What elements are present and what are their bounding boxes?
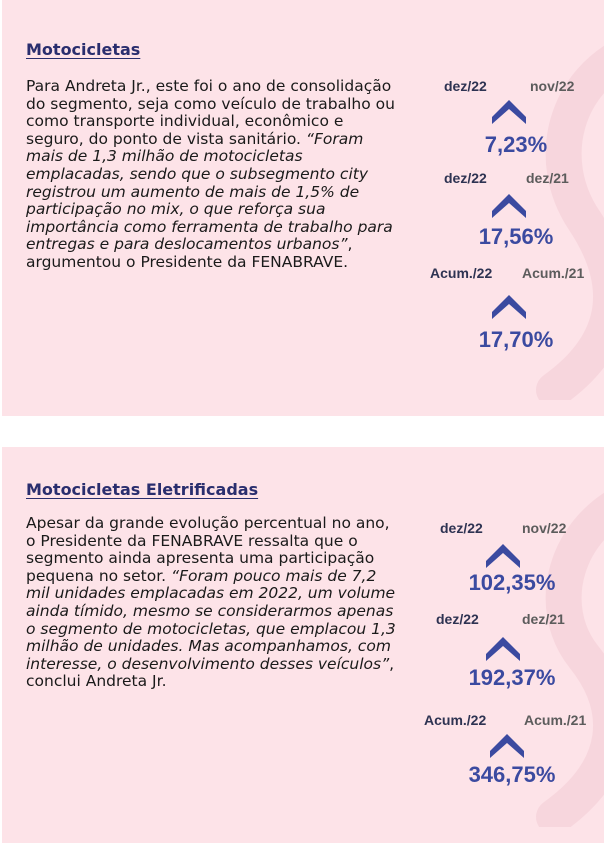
stat-accumulated xyxy=(422,712,602,802)
paragraph-quote: “Foram pouco mais de 7,2 mil unidades emplacadas em 2022, um volume ainda tímido, mesmo se considerarmos apenas o segmento de motocicletas, que emplacou 1,3 milhão de unidades. Mas acompanhamos, com interesse, o desenvolvimento desses veículos” xyxy=(26,566,396,673)
stat-percent: 102,35% xyxy=(468,570,556,595)
stat-left-label: dez/22 xyxy=(444,170,487,186)
stat-right-label: dez/21 xyxy=(522,611,565,627)
paragraph-intro: Apesar da grande evolução percentual no ano, o Presidente da FENABRAVE ressalta que o segmento ainda apresenta uma participação pequena no setor. xyxy=(26,514,390,585)
stat-monthly xyxy=(422,520,602,610)
section-paragraph xyxy=(26,78,401,272)
chevron-up-icon xyxy=(486,544,520,568)
stat-left-label: dez/22 xyxy=(436,611,479,627)
chevron-up-icon xyxy=(486,637,520,661)
stat-left-label: dez/22 xyxy=(440,520,483,536)
stat-yearly xyxy=(422,611,602,701)
stat-right-label: Acum./21 xyxy=(522,265,585,281)
stat-percent: 7,23% xyxy=(484,132,548,157)
stat-left-label: Acum./22 xyxy=(430,265,493,281)
stat-right-label: nov/22 xyxy=(530,78,575,94)
stat-right-label: nov/22 xyxy=(522,520,567,536)
section-title: Motocicletas xyxy=(26,40,141,59)
paragraph-intro: Para Andreta Jr., este foi o ano de consolidação do segmento, seja como veículo de trabalho ou como transporte individual, econômico e seguro, do ponto de vista sanitário. xyxy=(26,77,395,148)
section-motocicletas-eletrificadas xyxy=(2,447,604,843)
stat-percent: 17,70% xyxy=(478,327,554,352)
section-title: Motocicletas Eletrificadas xyxy=(26,480,259,499)
stat-right-label: dez/21 xyxy=(526,170,569,186)
section-motocicletas xyxy=(2,0,604,416)
section-paragraph xyxy=(26,515,401,691)
stat-percent: 346,75% xyxy=(468,762,556,787)
paragraph-outro: , conclui Andreta Jr. xyxy=(26,654,395,691)
chevron-up-icon xyxy=(492,100,526,124)
paragraph-outro: , argumentou o Presidente da FENABRAVE. xyxy=(26,235,353,271)
chevron-up-icon xyxy=(492,295,526,319)
stat-percent: 192,37% xyxy=(468,665,556,690)
stat-monthly xyxy=(426,78,604,168)
stat-left-label: dez/22 xyxy=(444,78,487,94)
stat-yearly xyxy=(426,170,604,260)
stat-percent: 17,56% xyxy=(478,224,554,249)
stat-accumulated xyxy=(426,265,604,355)
stat-right-label: Acum./21 xyxy=(524,712,587,728)
stat-left-label: Acum./22 xyxy=(424,712,487,728)
paragraph-quote: “Foram mais de 1,3 milhão de motocicletas emplacadas, sendo que o subsegmento city registrou um aumento de mais de 1,5% de participação no mix, o que reforça sua importância como ferramenta de trabalho para entregas e para deslocamentos urbanos” xyxy=(26,129,393,254)
chevron-up-icon xyxy=(492,194,526,218)
chevron-up-icon xyxy=(490,734,524,758)
